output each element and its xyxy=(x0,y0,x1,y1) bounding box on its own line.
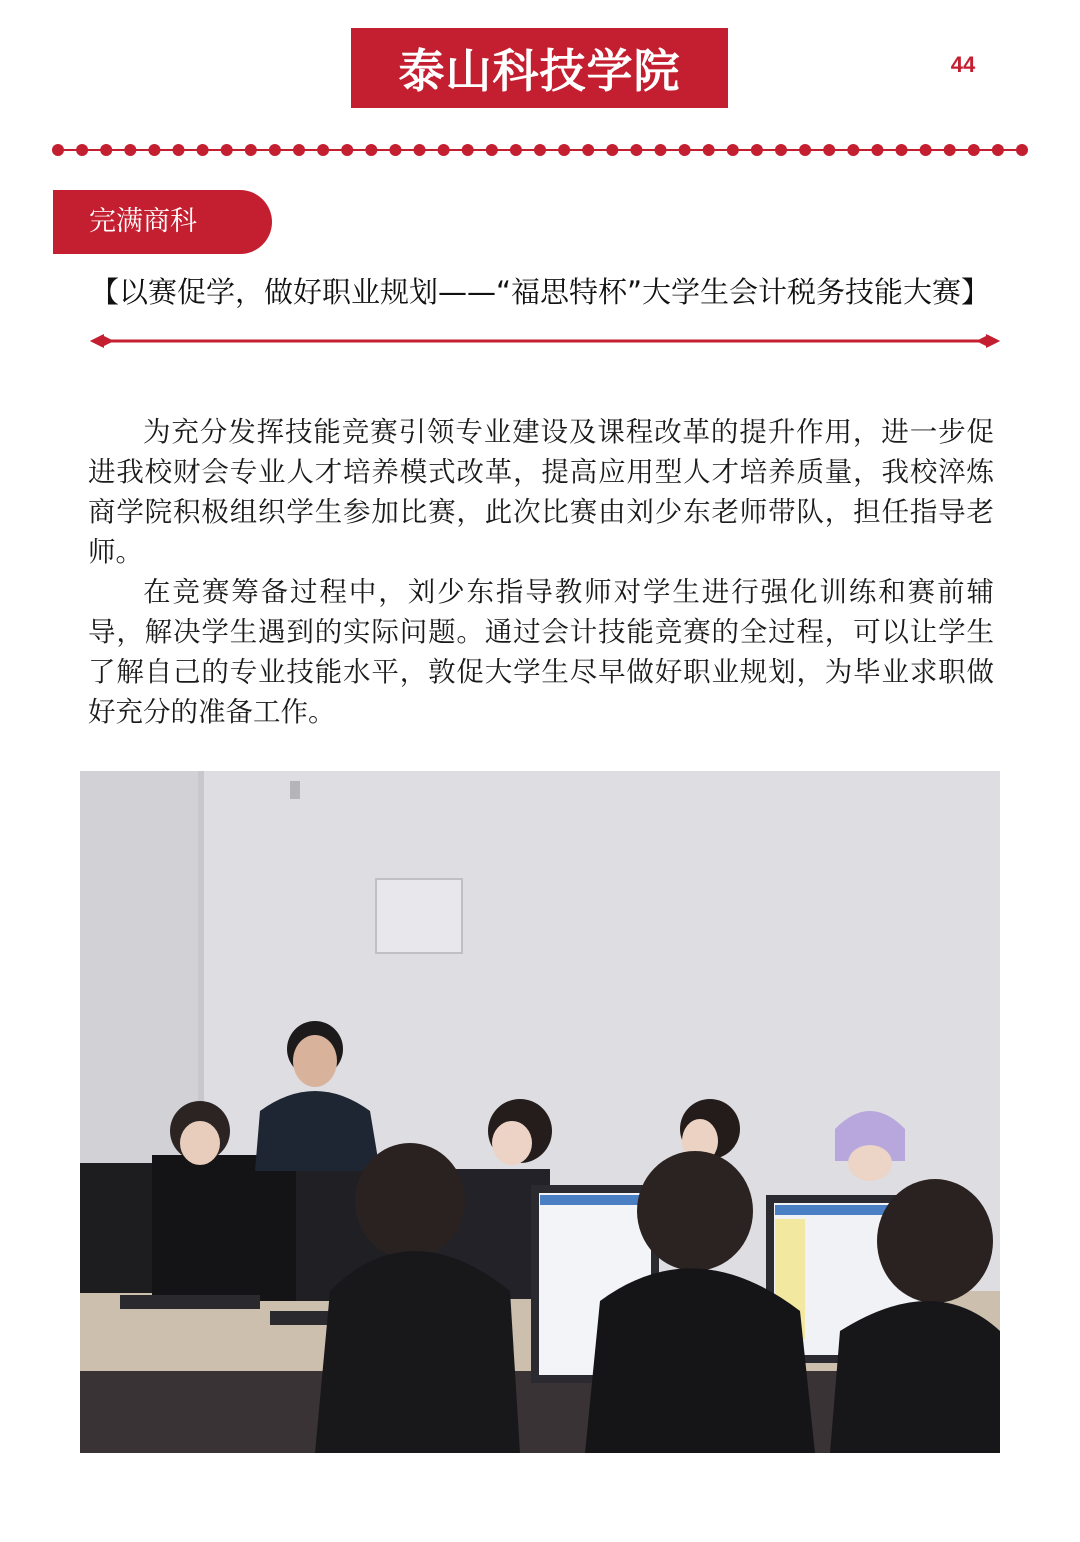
divider-dot xyxy=(438,144,450,156)
divider-dot xyxy=(1016,144,1028,156)
divider-dot xyxy=(317,144,329,156)
section-tab-label: 完满商科 xyxy=(89,206,197,237)
divider-dot xyxy=(823,144,835,156)
divider-dot xyxy=(582,144,594,156)
divider-dot xyxy=(871,144,883,156)
college-title-banner xyxy=(351,28,728,108)
divider-dot xyxy=(606,144,618,156)
divider-dot xyxy=(896,144,908,156)
divider-dot xyxy=(197,144,209,156)
paragraph-2: 在竞赛筹备过程中，刘少东指导教师对学生进行强化训练和赛前辅导，解决学生遇到的实际问题。通过会计技能竞赛的全过程，可以让学生了解自己的专业技能水平，敦促大学生尽早做好职业规划，为毕业求职做好充分的准备工作。 xyxy=(88,576,994,728)
page-number: 44 xyxy=(950,52,976,77)
divider-dot xyxy=(510,144,522,156)
divider-dot xyxy=(799,144,811,156)
divider-dot xyxy=(341,144,353,156)
divider-dot xyxy=(630,144,642,156)
divider-dot xyxy=(486,144,498,156)
divider-dot xyxy=(100,144,112,156)
divider-dot xyxy=(655,144,667,156)
divider-dot xyxy=(293,144,305,156)
divider-dot xyxy=(775,144,787,156)
article-body xyxy=(88,412,994,732)
divider-dot xyxy=(365,144,377,156)
divider-dot xyxy=(920,144,932,156)
college-title: 泰山科技学院 xyxy=(398,44,681,98)
divider-dot xyxy=(847,144,859,156)
dotted-divider xyxy=(52,140,1028,160)
divider-dot xyxy=(462,144,474,156)
divider-dot xyxy=(221,144,233,156)
divider-dot xyxy=(751,144,763,156)
divider-dot xyxy=(269,144,281,156)
divider-dot xyxy=(992,144,1004,156)
classroom-photo-illustration xyxy=(80,771,1000,1453)
divider-dot xyxy=(414,144,426,156)
divider-dot xyxy=(52,144,64,156)
competition-photo xyxy=(80,771,1000,1453)
divider-dot xyxy=(944,144,956,156)
article-title: 【以赛促学，做好职业规划——“福思特杯”大学生会计税务技能大赛】 xyxy=(89,275,991,309)
divider-dot xyxy=(534,144,546,156)
divider-dot xyxy=(173,144,185,156)
divider-dot xyxy=(389,144,401,156)
divider-dot xyxy=(245,144,257,156)
section-tab xyxy=(53,190,272,254)
diamond-divider xyxy=(90,330,1000,352)
paragraph-1: 为充分发挥技能竞赛引领专业建设及课程改革的提升作用，进一步促进我校财会专业人才培养模式改革，提高应用型人才培养质量，我校淬炼商学院积极组织学生参加比赛，此次比赛由刘少东老师带队，担任指导老师。 xyxy=(88,416,994,568)
divider-dot xyxy=(558,144,570,156)
divider-dot xyxy=(124,144,136,156)
divider-dot xyxy=(703,144,715,156)
divider-dot xyxy=(727,144,739,156)
divider-dot xyxy=(76,144,88,156)
divider-dot xyxy=(968,144,980,156)
divider-dot xyxy=(148,144,160,156)
divider-dot xyxy=(679,144,691,156)
